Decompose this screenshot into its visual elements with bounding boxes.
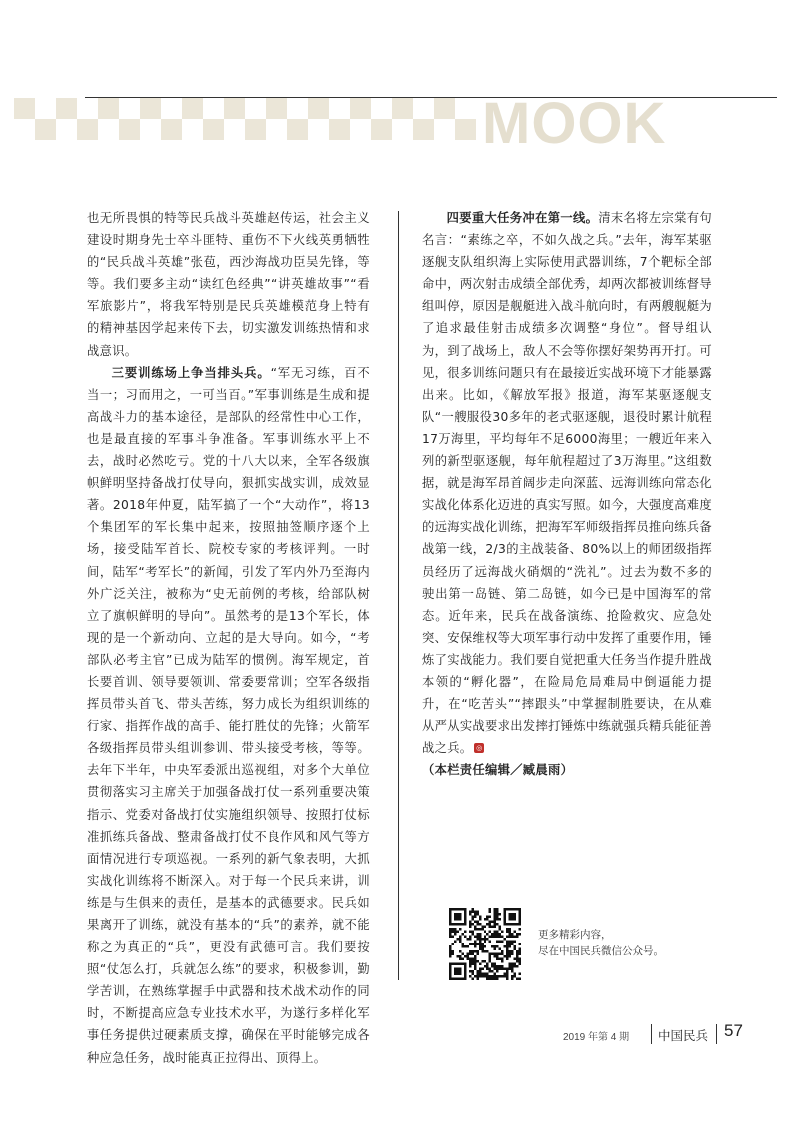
footer-divider [716, 1024, 717, 1044]
section-logo: MOOK [482, 91, 667, 156]
checker-square [203, 119, 224, 140]
column-divider [398, 211, 399, 980]
qr-code-icon [449, 908, 521, 980]
checker-square [308, 98, 329, 119]
article-column-right [422, 207, 712, 781]
paragraph-lead-heading: 四要重大任务冲在第一线。 [446, 211, 599, 225]
paragraph-point-four [422, 207, 712, 759]
end-mark-icon: ◎ [476, 744, 483, 753]
checker-square [140, 98, 161, 119]
article-column-left [87, 207, 370, 1069]
checker-square [77, 119, 98, 140]
paragraph-body: 清末名将左宗棠有句名言：“素练之卒，不如久战之兵。”去年，海军某驱逐舰支队组织海上实际使用武器训练，7个靶标全部命中，两次射击成绩全部优秀，却两次都被训练督导组叫停，原因是舰艇进入战斗航向时，有两艘舰艇为了追求最佳射击成绩多次调整“身位”。督导组认为，到了战场上，敌人不会等你摆好架势再开打。可见，很多训练问题只有在最接近实战环境下才能暴露出来。比如，《解放军报》报道，海军某驱逐舰支队“一艘服役30多年的老式驱逐舰，退役时累计航程17万海里，平均每年不足6000海里；一艘近年来入列的新型驱逐舰，每年航程超过了3万海里。”这组数据，就是海军昂首阔步走向深蓝、远海训练向常态化实战化体系化迈进的真实写照。如今，大强度高难度的远海实战化训练，把海军军师级指挥员推向练兵备战第一线，2/3的主战装备、80%以上的师团级指挥员经历了远海战火硝烟的“洗礼”。过去为数不多的驶出第一岛链、第二岛链，如今已是中国海军的常态。近年来，民兵在战备演练、抢险救灾、应急处突、安保维权等大项军事行动中发挥了重要作用，锤炼了实战能力。我们要自觉把重大任务当作提升胜战本领的“孵化器”，在险局危局难局中倒逼能力提升，在“吃苦头”“摔跟头”中掌握制胜要诀，在从难从严从实战要求出发摔打锤炼中练就强兵精兵能征善战之兵。 [422, 211, 712, 756]
checker-square [434, 98, 455, 119]
checker-square [287, 119, 308, 140]
paragraph-lead-heading: 三要训练场上争当排头兵。 [111, 365, 271, 380]
checker-square [182, 98, 203, 119]
magazine-name: 中国民兵 [658, 1028, 709, 1043]
checker-pattern [14, 98, 484, 140]
checker-square [329, 119, 350, 140]
editor-credit: （本栏责任编辑／臧晨雨） [422, 763, 574, 778]
footer-divider [651, 1024, 652, 1044]
promo-line-1: 更多精彩内容， [538, 929, 612, 941]
checker-square [119, 119, 140, 140]
checker-square [56, 98, 77, 119]
promo-line-2: 尽在中国民兵微信公众号。 [538, 945, 664, 957]
checker-square [98, 98, 119, 119]
checker-square [350, 98, 371, 119]
checker-square [413, 119, 434, 140]
checker-square [224, 98, 245, 119]
checker-square [245, 119, 266, 140]
paragraph-point-three [87, 362, 370, 1069]
issue-label: 2019 年第 4 期 [563, 1032, 630, 1043]
promo-caption [538, 927, 664, 959]
checker-square [455, 119, 476, 140]
paragraph-body: “军无习练，百不当一；习而用之，一可当百。”军事训练是生成和提高战斗力的基本途径，是部队的经常性中心工作，也是最直接的军事斗争准备。军事训练水平上不去，战时必然吃亏。党的十八大以来，全军各级旗帜鲜明坚持备战打仗导向，狠抓实战实训，成效显著。2018年仲夏，陆军搞了一个“大动作”，将13个集团军的军长集中起来，按照抽签顺序逐个上场，接受陆军首长、院校专家的考核评判。一时间，陆军“考军长”的新闻，引发了军内外乃至海内外广泛关注，被称为“史无前例的考核，给部队树立了旗帜鲜明的导向”。虽然考的是13个军长，体现的是一个新动向、立起的是大导向。如今，“考部队必考主官”已成为陆军的惯例。海军规定，首长要首训、领导要领训、常委要常训；空军各级指挥员带头首飞、带头苦练，努力成长为组织训练的行家、指挥作战的高手、能打胜仗的先锋；火箭军各级指挥员带头组训参训、带头接受考核，等等。去年下半年，中央军委派出巡视组，对多个大单位贯彻落实习主席关于加强备战打仗一系列重要决策指示、党委对备战打仗实施组织领导、按照打仗标准抓练兵备战、整肃备战打仗不良作风和风气等方面情况进行专项巡视。一系列的新气象表明，大抓实战化训练将不断深入。对于每一个民兵来讲，训练是与生俱来的责任，是基本的武德要求。民兵如果离开了训练，就没有基本的“兵”的素养，就不能称之为真正的“兵”，更没有武德可言。我们要按照“仗怎么打，兵就怎么练”的要求，积极参训，勤学苦训，在熟练掌握手中武器和技术战术动作的同时，不断提高应急专业技术水平，为遂行多样化军事任务提供过硬素质支撑，确保在平时能够完成各种应急任务，战时能真正拉得出、顶得上。 [87, 365, 370, 1065]
checker-square [14, 98, 35, 119]
paragraph-continued: 也无所畏惧的特等民兵战斗英雄赵传运，社会主义建设时期身先士卒斗匪特、重伤不下火线英勇牺牲的“民兵战斗英雄”张苞，西沙海战功臣吴先锋，等等。我们要多主动“读红色经典”“讲英雄故事”“看军旅影片”，将我军特别是民兵英雄模范身上特有的精神基因学起来传下去，切实激发训练热情和求战意识。 [87, 211, 370, 358]
checker-square [392, 98, 413, 119]
checker-square [371, 119, 392, 140]
checker-square [266, 98, 287, 119]
checker-square [35, 119, 56, 140]
page-number: 57 [724, 1021, 743, 1040]
checker-square [161, 119, 182, 140]
